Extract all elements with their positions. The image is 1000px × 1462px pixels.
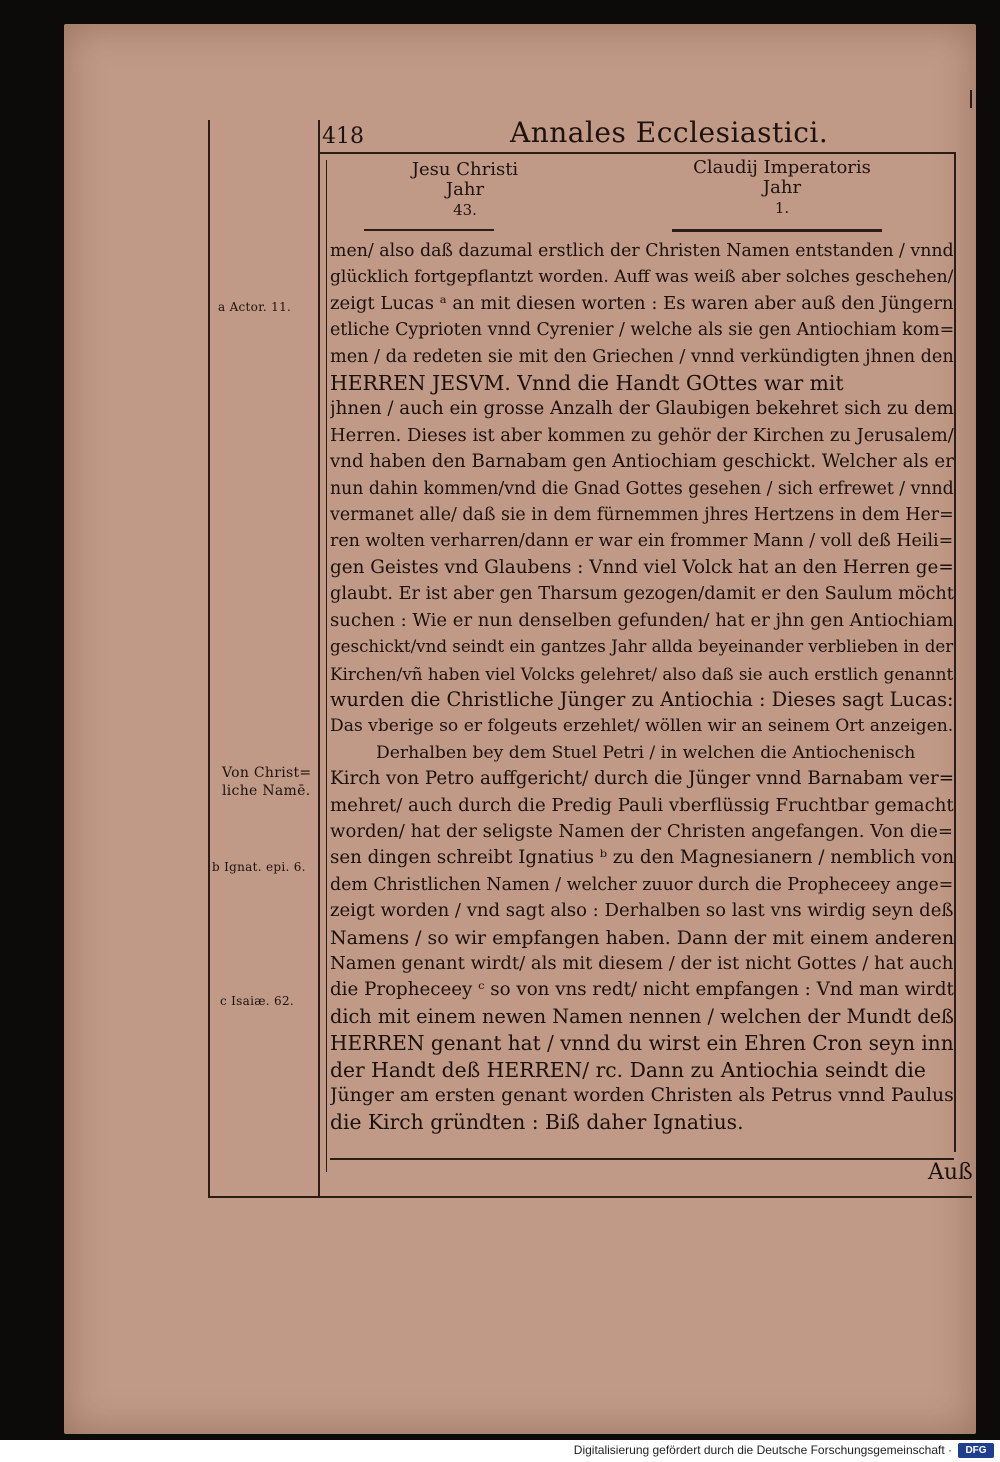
emperor-year-heading bbox=[672, 158, 892, 218]
body-line: glücklich fortgepflantzt worden. Auff was weiß aber solches geschehen/ bbox=[330, 267, 954, 288]
body-line: ren wolten verharren/dann er war ein frommer Mann / voll deß Heili= bbox=[330, 531, 954, 552]
body-line: Jünger am ersten genant worden Christen als Petrus vnnd Paulus bbox=[330, 1085, 954, 1106]
body-line: dich mit einem newen Namen nennen / welchen der Mundt deß bbox=[330, 1004, 954, 1028]
body-line: Namens / so wir empfangen haben. Dann der mit einem anderen bbox=[330, 926, 955, 949]
body-line: zeigt worden / vnd sagt also : Derhalben so last vns wirdig seyn deß bbox=[330, 900, 954, 922]
footer-rule bbox=[330, 1158, 954, 1160]
emperor-year-caption: Claudij Imperatoris bbox=[693, 157, 871, 178]
body-line: sen dingen schreibt Ignatius ᵇ zu den Magnesianern / nemblich von bbox=[330, 847, 955, 869]
christ-year-value: 43. bbox=[453, 201, 477, 219]
body-line: jhnen / auch ein grosse Anzalh der Glaubigen bekehret sich zu dem bbox=[330, 398, 954, 420]
body-text bbox=[330, 238, 960, 1136]
page-edge-mark bbox=[970, 90, 972, 108]
body-line: Kirch von Petro auffgericht/ durch die Jünger vnnd Barnabam ver= bbox=[330, 768, 955, 790]
body-line: dem Christlichen Namen / welcher zuuor durch die Propheceey ange= bbox=[330, 874, 954, 895]
body-line: Namen genant wirdt/ als mit diesem / der ist nicht Gottes / hat auch bbox=[330, 952, 954, 974]
body-line: wurden die Christliche Jünger zu Antiochia : Dieses sagt Lucas: bbox=[330, 687, 954, 711]
margin-note-line: Von Christ= bbox=[222, 765, 312, 781]
body-line: Herren. Dieses ist aber kommen zu gehör der Kirchen zu Jerusalem/ bbox=[330, 424, 954, 446]
body-line: die Propheceey ᶜ so von vns redt/ nicht empfangen : Vnd man wirdt bbox=[330, 979, 954, 1001]
margin-note-line: liche Namē. bbox=[222, 783, 311, 799]
header-rule bbox=[318, 152, 954, 154]
page-number: 418 bbox=[322, 124, 364, 149]
body-line: glaubt. Er ist aber gen Tharsum gezogen/damit er den Saulum möcht bbox=[330, 584, 954, 605]
body-line: HERREN JESVM. Vnnd die Handt GOttes war mit bbox=[330, 371, 844, 396]
emperor-year-label: Jahr bbox=[762, 177, 802, 198]
body-line: der Handt deß HERREN/ rc. Dann zu Antiochia seindt die bbox=[330, 1057, 926, 1082]
year-rule-right bbox=[672, 229, 882, 232]
body-line: geschickt/vnd seindt ein gantzes Jahr allda beyeinander verblieben in der bbox=[330, 637, 954, 657]
margin-note-actor: a Actor. 11. bbox=[218, 300, 292, 314]
funding-credit: Digitalisierung gefördert durch die Deutsche Forschungsgemeinschaft · bbox=[573, 1443, 952, 1457]
body-line: Das vberige so er folgeuts erzehlet/ wöllen wir an seinem Ort anzeigen. bbox=[330, 716, 954, 737]
body-line: die Kirch gründten : Biß daher Ignatius. bbox=[330, 1110, 744, 1135]
body-line: worden/ hat der seligste Namen der Christen angefangen. Von die= bbox=[330, 820, 953, 842]
body-line: suchen : Wie er nun denselben gefunden/ hat er jhn gen Antiochiam bbox=[330, 609, 954, 631]
body-line: men/ also daß dazumal erstlich der Christen Namen entstanden / vnnd bbox=[330, 241, 954, 261]
margin-note-christian-name bbox=[222, 764, 332, 800]
running-title: Annales Ecclesiastici. bbox=[510, 116, 829, 149]
margin-note-ignatius: b Ignat. epi. 6. bbox=[212, 860, 306, 874]
body-line: Derhalben bey dem Stuel Petri / in welchen die Antiochenisch bbox=[376, 742, 916, 763]
christ-year-heading bbox=[380, 160, 550, 220]
margin-note-isaiah: c Isaiæ. 62. bbox=[220, 994, 295, 1008]
emperor-year-value: 1. bbox=[774, 199, 790, 217]
dfg-logo: DFG bbox=[958, 1443, 994, 1458]
margin-divider-rule bbox=[318, 120, 320, 1196]
body-line: Kirchen/vñ haben viel Volcks gelehret/ also daß sie auch erstlich genannt bbox=[330, 663, 954, 684]
body-line: mehret/ auch durch die Predig Pauli vberflüssig Fruchtbar gemacht bbox=[330, 794, 954, 816]
body-line: HERREN genant hat / vnnd du wirst ein Ehren Cron seyn inn bbox=[330, 1031, 954, 1056]
christ-year-caption: Jesu Christi bbox=[411, 159, 519, 180]
body-line: men / da redeten sie mit den Griechen / vnnd verkündigten jhnen den bbox=[330, 346, 954, 367]
catchword: Auß bbox=[928, 1160, 973, 1185]
body-line: nun dahin kommen/vnd die Gnad Gottes gesehen / sich erfrewet / vnnd bbox=[330, 478, 954, 499]
year-rule-left bbox=[364, 229, 494, 231]
body-line: vnd haben den Barnabam gen Antiochiam geschickt. Welcher als er bbox=[330, 451, 954, 473]
footer-bar bbox=[0, 1440, 1000, 1462]
body-line: gen Geistes vnd Glaubens : Vnnd viel Volck hat an den Herren ge= bbox=[330, 556, 954, 578]
christ-year-label: Jahr bbox=[445, 179, 485, 200]
body-line: vermanet alle/ daß sie in dem fürnemmen jhres Hertzens in dem Her= bbox=[330, 505, 954, 526]
body-line: etliche Cyprioten vnnd Cyrenier / welche als sie gen Antiochiam kom= bbox=[330, 320, 955, 341]
body-line: zeigt Lucas ᵃ an mit diesen worten : Es waren aber auß den Jüngern bbox=[330, 292, 954, 314]
